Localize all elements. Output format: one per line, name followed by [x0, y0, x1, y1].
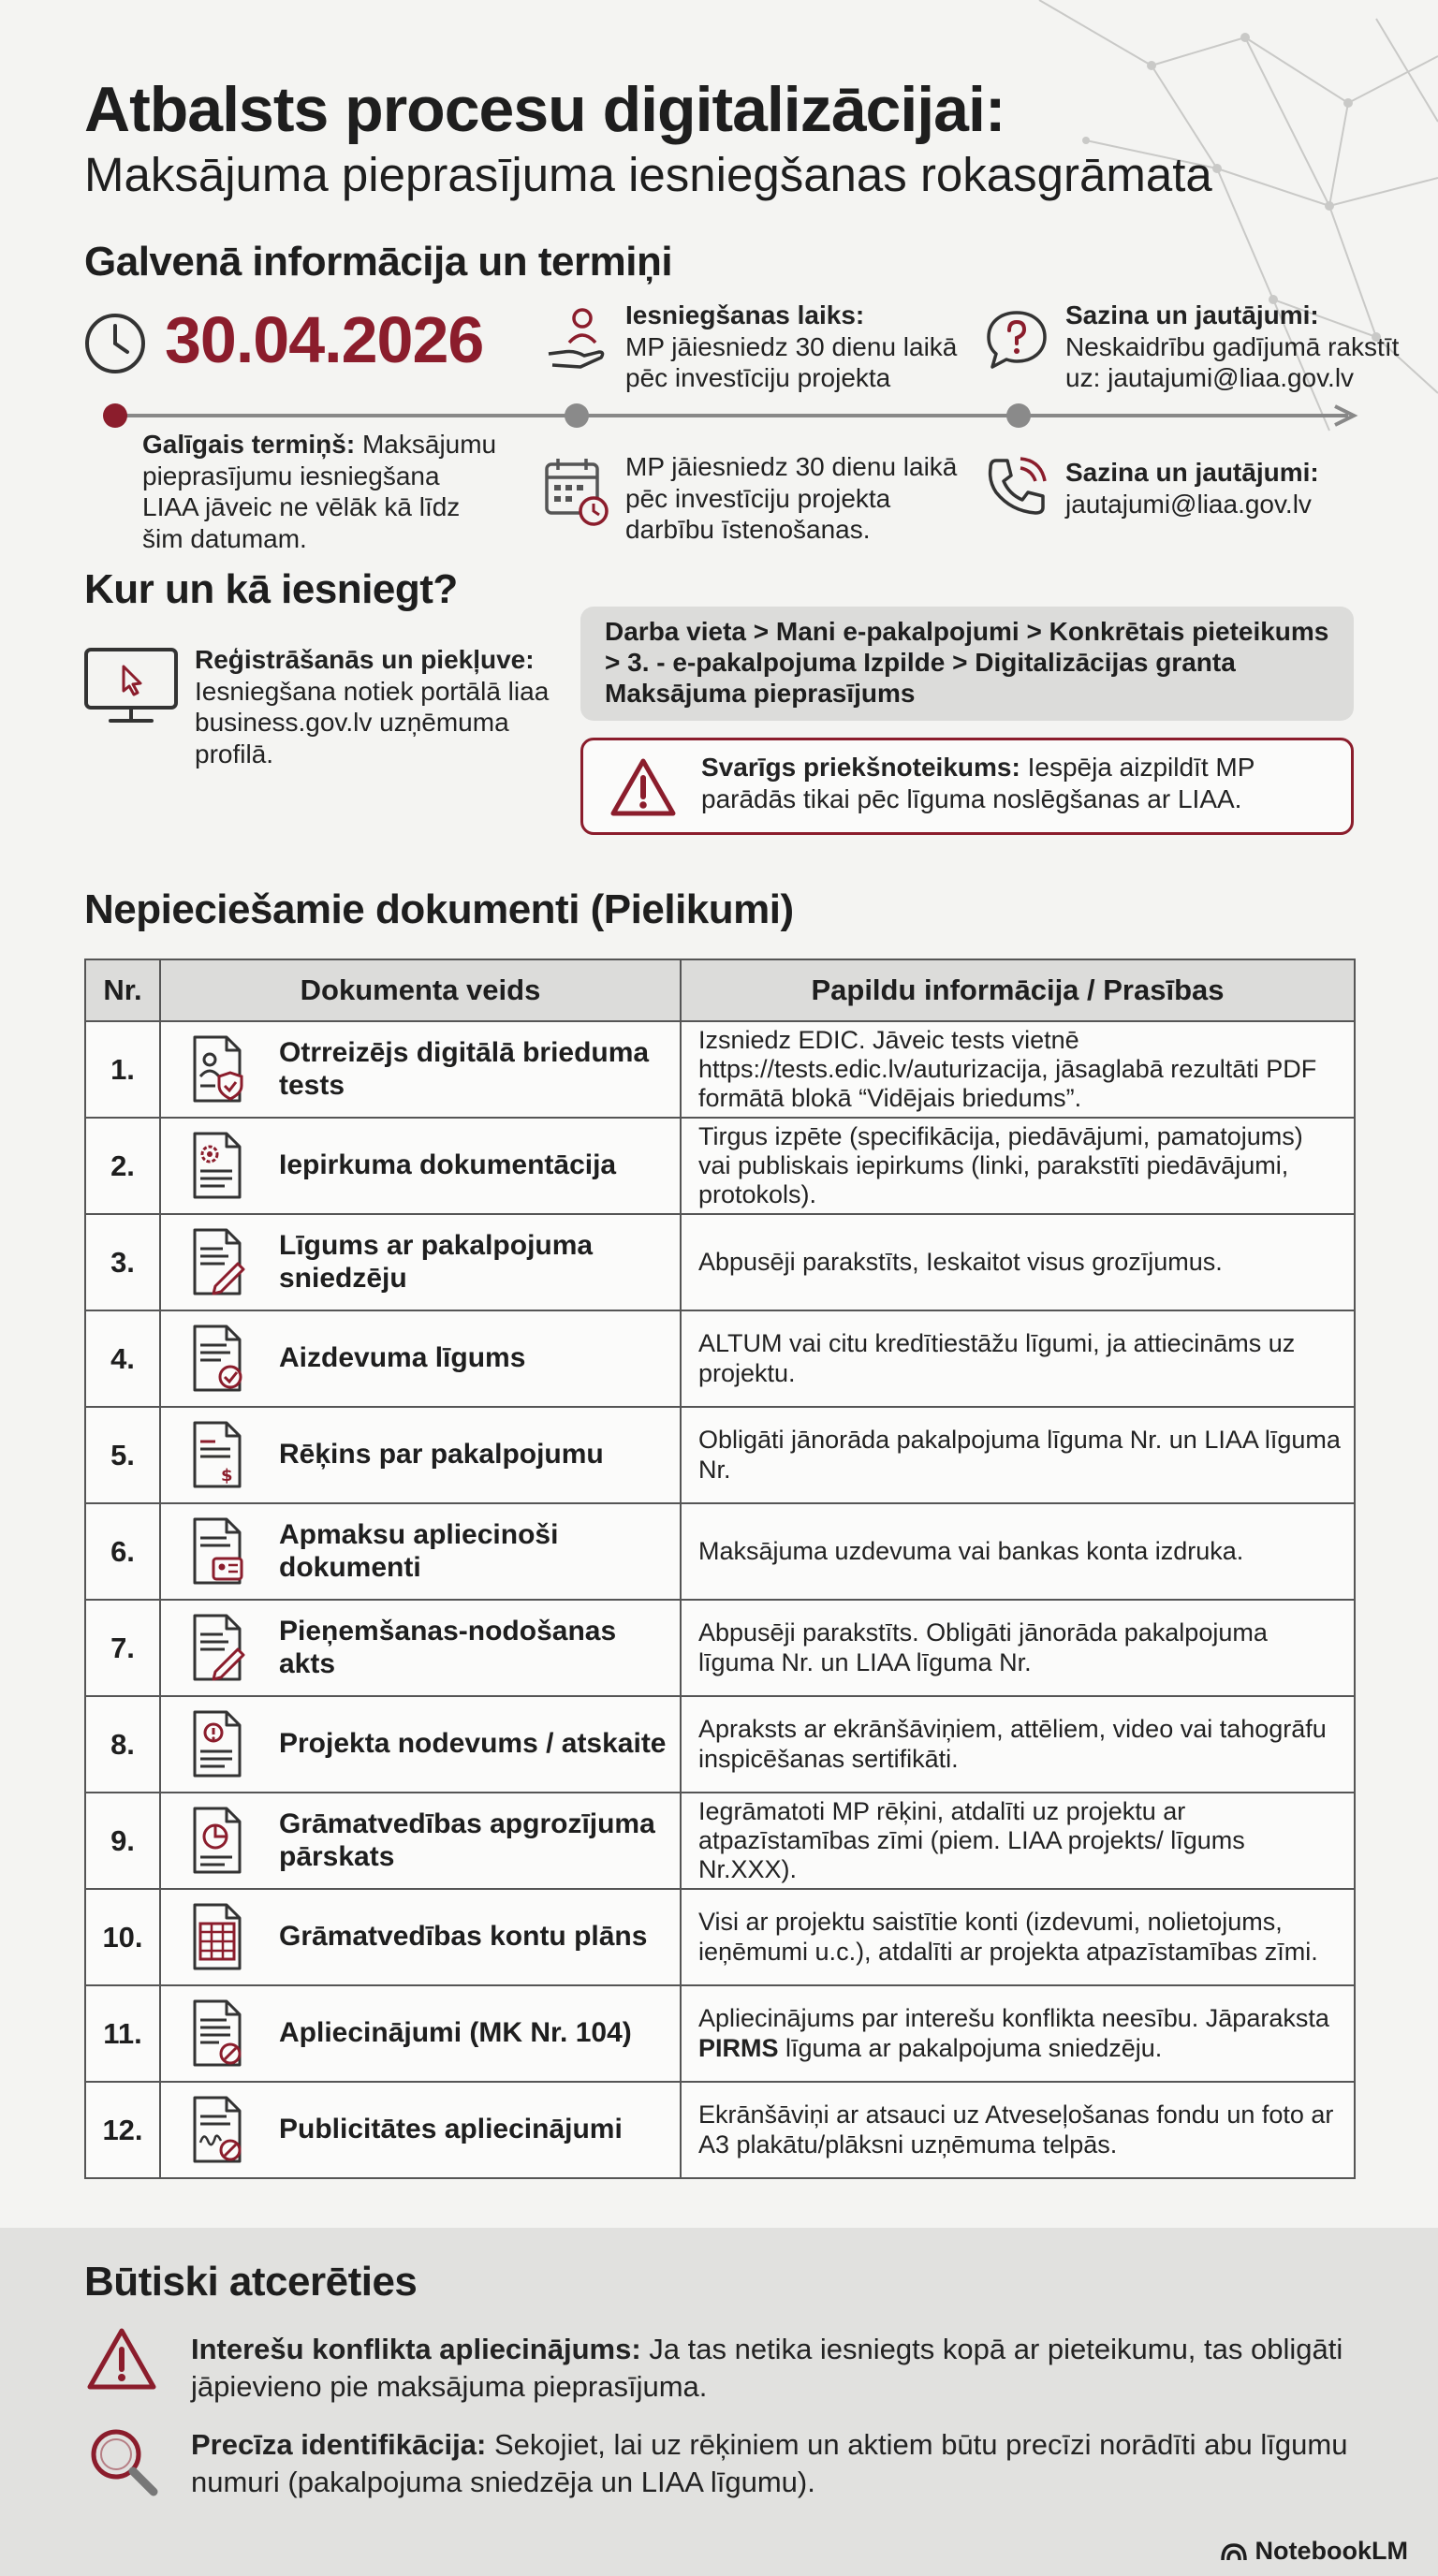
document-name: Iepirkuma dokumentācija: [279, 1149, 617, 1181]
remember-heading: Būtiski atcerēties: [84, 2259, 418, 2305]
prerequisite-warning-box: [580, 738, 1354, 835]
notebooklm-brand: [1220, 2537, 1408, 2566]
warning-text: Iespēja aizpildīt MP parādās tikai pēc līguma noslēgšanas ar LIAA.: [701, 753, 1255, 813]
document-name: Līgums ar pakalpojuma sniedzēju: [279, 1230, 594, 1294]
pen-doc-icon: [187, 1614, 247, 1683]
deadline-label: Galīgais termiņš:: [142, 430, 356, 459]
document-info: Apraksts ar ekrānšāviņiem, attēliem, video vai tahogrāfu inspicēšanas sertifikāti.: [681, 1696, 1355, 1793]
table-row: [85, 1118, 1355, 1214]
submission-time-text: MP jāiesniedz 30 dienu laikā pēc investīciju projekta: [625, 331, 958, 393]
check-doc-icon: [187, 1325, 247, 1394]
document-info: Visi ar projektu saistītie konti (izdevumi, nolietojums, ieņēmumi u.c.), atdalīti ar projekta atpazīstamības zīmi.: [681, 1889, 1355, 1985]
document-info: [681, 1985, 1355, 2082]
alert-doc-icon: [187, 1710, 247, 1779]
deadline-text: Maksājumu pieprasījumu iesniegšana LIAA jāveic ne vēlāk kā līdz šim datumam.: [142, 430, 497, 553]
svg-text:$: $: [221, 1465, 233, 1486]
id-card-doc-icon: [187, 1517, 247, 1587]
document-info: Ekrānšāviņi ar atsauci uz Atveseļošanas fondu un foto ar A3 plakātu/plāksni uzņēmuma telpās.: [681, 2082, 1355, 2178]
key-info-heading: Galvenā informācija un termiņi: [84, 239, 673, 285]
remember-item2-text: Sekojiet, lai uz rēķiniem un aktiem būtu precīzi norādīti abu līgumu numuri (pakalpojuma sniedzēja un LIAA līgumu).: [191, 2428, 1348, 2499]
document-name: Rēķins par pakalpojumu: [279, 1439, 604, 1471]
brand-name: NotebookLM: [1255, 2537, 1408, 2565]
spreadsheet-icon: [187, 1903, 247, 1972]
navigation-path-box: Darba vieta > Mani e-pakalpojumi > Konkrētais pieteikums > 3. - e-pakalpojuma Izpilde > Digitalizācijas granta Maksājuma pieprasījums: [580, 607, 1354, 721]
warning-label: Svarīgs priekšnoteikums:: [701, 753, 1020, 782]
table-row: [85, 1600, 1355, 1696]
document-name: Publicitātes apliecinājumi: [279, 2114, 623, 2145]
table-row: [85, 2082, 1355, 2178]
phone-icon: [983, 453, 1050, 520]
info-text-post: līguma ar pakalpojuma sniedzēju.: [778, 2033, 1163, 2062]
table-header-row: [85, 959, 1355, 1021]
arrow-right-icon: [1331, 402, 1359, 429]
row-number: 3.: [85, 1214, 160, 1310]
column-header-info: Papildu informācija / Prasības: [681, 959, 1355, 1021]
document-name: Projekta nodevums / atskaite: [279, 1728, 667, 1760]
timeline-dot-contact: [1006, 403, 1031, 428]
documents-heading: Nepieciešamie dokumenti (Pielikumi): [84, 886, 794, 932]
document-name: Pieņemšanas-nodošanas akts: [279, 1616, 617, 1679]
info-text-bold: PIRMS: [698, 2033, 779, 2062]
document-info: ALTUM vai citu kredītiestāžu līgumi, ja attiecināms uz projektu.: [681, 1310, 1355, 1407]
notebooklm-logo-icon: [1220, 2541, 1248, 2562]
document-name: Grāmatvedības kontu plāns: [279, 1921, 648, 1953]
hand-person-icon: [543, 305, 610, 373]
warning-triangle-icon: [84, 2325, 159, 2393]
registration-label: Reģistrāšanās un piekļuve:: [195, 645, 535, 674]
document-name: Apliecinājumi (MK Nr. 104): [279, 2017, 632, 2049]
row-number: 6.: [85, 1503, 160, 1600]
pie-chart-doc-icon: [187, 1807, 247, 1876]
row-number: 2.: [85, 1118, 160, 1214]
question-bubble-icon: [983, 307, 1050, 374]
submit-heading: Kur un kā iesniegt?: [84, 566, 458, 612]
document-name: Grāmatvedības apgrozījuma pārskats: [279, 1808, 655, 1872]
registration-text: Iesniegšana notiek portālā liaa business.gov.lv uzņēmuma profilā.: [195, 676, 550, 768]
remember-item1-label: Interešu konflikta apliecinājums:: [191, 2333, 641, 2365]
document-info: Abpusēji parakstīts, Ieskaitot visus grozījumus.: [681, 1214, 1355, 1310]
submission-time-label: Iesniegšanas laiks:: [625, 300, 865, 329]
table-row: [85, 1407, 1355, 1503]
row-number: 5.: [85, 1407, 160, 1503]
table-row: [85, 1985, 1355, 2082]
person-shield-doc-icon: [187, 1035, 247, 1105]
row-number: 8.: [85, 1696, 160, 1793]
document-name: Apmaksu apliecinoši dokumenti: [279, 1519, 559, 1583]
table-row: [85, 1021, 1355, 1118]
document-info: Tirgus izpēte (specifikācija, piedāvājumi, pamatojums) vai publiskais iepirkums (linki, parakstīti piedāvājumi, protokols).: [681, 1118, 1355, 1214]
document-info: Abpusēji parakstīts. Obligāti jānorāda pakalpojuma līguma Nr. un LIAA līguma Nr.: [681, 1600, 1355, 1696]
remember-item2-label: Precīza identifikācija:: [191, 2428, 487, 2461]
table-row: [85, 1793, 1355, 1889]
row-number: 4.: [85, 1310, 160, 1407]
table-row: [85, 1889, 1355, 1985]
document-name: Otrreizējs digitālā brieduma tests: [279, 1037, 650, 1101]
contact-label-2: Sazina un jautājumi:: [1065, 458, 1319, 487]
remember-item1-text: Ja tas netika iesniegts kopā ar pieteikumu, tas obligāti jāpievieno pie maksājuma pieprasījuma.: [191, 2333, 1343, 2404]
row-number: 1.: [85, 1021, 160, 1118]
column-header-nr: Nr.: [85, 959, 160, 1021]
monitor-cursor-icon: [82, 646, 180, 730]
document-info: Maksājuma uzdevuma vai bankas konta izdruka.: [681, 1503, 1355, 1600]
document-info: Obligāti jānorāda pakalpojuma līguma Nr. un LIAA līguma Nr.: [681, 1407, 1355, 1503]
table-row: [85, 1214, 1355, 1310]
pen-doc-icon: [187, 1228, 247, 1297]
no-sign-doc-icon: [187, 1999, 247, 2069]
submission-time-text-2: MP jāiesniedz 30 dienu laikā pēc investīciju projekta darbību īstenošanas.: [625, 452, 958, 545]
calendar-clock-icon: [543, 455, 610, 528]
clock-icon: [82, 311, 148, 376]
timeline-line: [114, 414, 1348, 417]
contact-text-2: jautajumi@liaa.gov.lv: [1065, 489, 1312, 519]
warning-triangle-icon: [608, 755, 679, 819]
table-row: [85, 1696, 1355, 1793]
document-name: Aizdevuma līgums: [279, 1342, 526, 1374]
dollar-doc-icon: [187, 1421, 247, 1490]
row-number: 9.: [85, 1793, 160, 1889]
gear-doc-icon: [187, 1132, 247, 1201]
deadline-date: 30.04.2026: [165, 303, 484, 376]
table-row: [85, 1503, 1355, 1600]
row-number: 7.: [85, 1600, 160, 1696]
timeline-dot-submission: [565, 403, 589, 428]
column-header-doc-type: Dokumenta veids: [160, 959, 681, 1021]
page-title: Atbalsts procesu digitalizācijai:: [84, 74, 1005, 145]
document-info: Izsniedz EDIC. Jāveic tests vietnē https://tests.edic.lv/auturizacija, jāsaglabā rezultāti PDF formātā blokā “Vidējais briedums”.: [681, 1021, 1355, 1118]
signature-doc-icon: [187, 2096, 247, 2165]
contact-text: Neskaidrību gadījumā rakstīt uz: jautajumi@liaa.gov.lv: [1065, 331, 1400, 393]
magnifier-icon: [86, 2424, 161, 2499]
document-info: Iegrāmatoti MP rēķini, atdalīti uz projektu ar atpazīstamības zīmi (piem. LIAA projekts/ līgums Nr.XXX).: [681, 1793, 1355, 1889]
page-subtitle: Maksājuma pieprasījuma iesniegšanas rokasgrāmata: [84, 148, 1212, 201]
row-number: 12.: [85, 2082, 160, 2178]
timeline-dot-deadline: [103, 403, 127, 428]
row-number: 10.: [85, 1889, 160, 1985]
documents-table: [84, 959, 1356, 2179]
row-number: 11.: [85, 1985, 160, 2082]
contact-label: Sazina un jautājumi:: [1065, 300, 1319, 329]
table-row: [85, 1310, 1355, 1407]
info-text-pre: Apliecinājums par interešu konflikta neesību. Jāparaksta: [698, 2004, 1329, 2033]
